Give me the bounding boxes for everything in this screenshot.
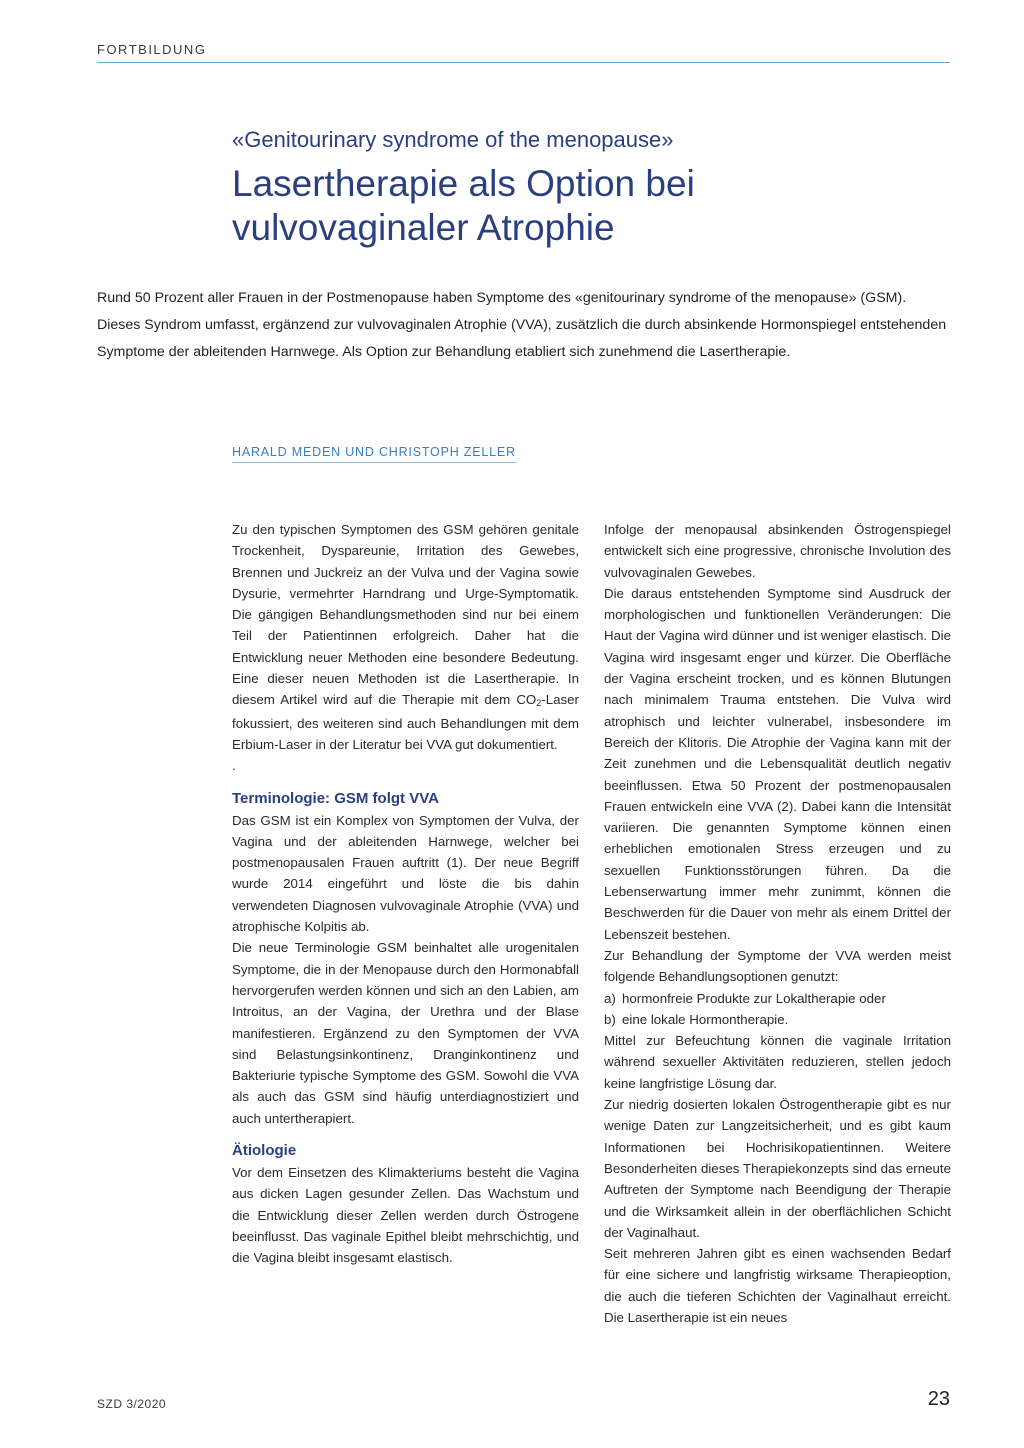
list-text: hormonfreie Produkte zur Lokaltherapie oder (622, 990, 886, 1006)
paragraph-oestrogentherapie: Zur niedrig dosierten lokalen Östrogentherapie gibt es nur wenige Daten zur Langzeitsicherheit, und es gibt kaum Informationen bei Hochrisikopatientinnen. Weitere Besonderheiten dieses Therapiekonzepts sind das erneute Auftreten der Symptome nach Beendigung der Therapie und die Wirksamkeit allein in der oberflächlichen Schicht der Vaginalhaut. (604, 1097, 951, 1240)
page-number: 23 (927, 1388, 950, 1410)
paragraph-terminologie-2: Die neue Terminologie GSM beinhaltet alle urogenitalen Symptome, die in der Menopause durch den Hormonabfall hervorgerufen werden können und sich an den Labien, am Introitus, an der Vagina, der Urethra und der Blase manifestieren. Ergänzend zu den Symptomen der VVA sind Belastungsinkontinenz, Dranginkontinenz und Bakteriurie typische Symptome des GSM. Sowohl die VVA als auch das GSM sind häufig unterdiagnostiziert und auch untertherapiert. (232, 940, 579, 1126)
intro-text-a: Zu den typischen Symptomen des GSM gehören genitale Trockenheit, Dyspareunie, Irritation des Gewebes, Brennen und Juckreiz an der Vulva und der Vagina sowie Dysurie, vermehrter Harndrang und Urge-Symptomatik. Die gängigen Behandlungsmethoden sind nur bei einem Teil der Patientinnen erfolgreich. Daher hat die Entwicklung neuer Methoden eine besondere Bedeutung. Eine dieser neuen Methoden ist die Lasertherapie. In diesem Artikel wird auf die Therapie mit dem CO (232, 522, 579, 708)
article-title: Lasertherapie als Option bei vulvovaginaler Atrophie (232, 163, 695, 248)
intro-paragraph (232, 519, 579, 755)
issue-label: SZD 3/2020 (97, 1397, 167, 1411)
paragraph-befeuchtung: Mittel zur Befeuchtung können die vaginale Irritation während sexueller Aktivitäten reduzieren, stellen jedoch keine langfristige Lösung dar. (604, 1033, 951, 1091)
list-item (604, 1009, 951, 1030)
section-label: FORTBILDUNG (97, 42, 207, 57)
article-authors: HARALD MEDEN UND CHRISTOPH ZELLER (232, 445, 516, 463)
list-label: a) (604, 990, 616, 1006)
intro-dot: . (232, 758, 236, 774)
list-item (604, 988, 951, 1009)
heading-terminologie: Terminologie: GSM folgt VVA (232, 789, 439, 807)
article-lead: Rund 50 Prozent aller Frauen in der Postmenopause haben Symptome des «genitourinary syndrome of the menopause» (GSM). Dieses Syndrom umfasst, ergänzend zur vulvovaginalen Atrophie (VVA), zusätzlich die durch absinkende Hormonspiegel entstehenden Symptome der ableitenden Harnwege. Als Option zur Behandlung etabliert sich zunehmend die Lasertherapie. (97, 290, 947, 360)
paragraph-aetiologie: Vor dem Einsetzen des Klimakteriums besteht die Vagina aus dicken Lagen gesunder Zellen. Das Wachstum und die Entwicklung dieser Zellen werden durch Östrogene beeinflusst. Das vaginale Epithel bleibt mehrschichtig, und die Vagina bleibt insgesamt elastisch. (232, 1165, 579, 1266)
list-text: eine lokale Hormontherapie. (622, 1011, 789, 1027)
left-column (232, 519, 579, 1269)
heading-aetiologie: Ätiologie (232, 1142, 297, 1160)
paragraph-terminologie-1: Das GSM ist ein Komplex von Symptomen der Vulva, der Vagina und der ableitenden Harnwege, welcher bei postmenopausalen Frauen auftritt (1). Der neue Begriff wurde 2014 eingeführt und löste die bis dahin verwendeten Diagnosen vulvovaginale Atrophie (VVA) und atrophische Kolpitis ab. (232, 812, 579, 935)
paragraph-bedarf: Seit mehreren Jahren gibt es einen wachsenden Bedarf für eine sichere und langfristig wirksame Therapieoption, die auch die tieferen Schichten der Vaginalhaut erreicht. Die Lasertherapie ist ein neues (604, 1246, 951, 1325)
paragraph-symptome: Die daraus entstehenden Symptome sind Ausdruck der morphologischen und funktionellen Veränderungen: Die Haut der Vagina wird dünner und ist weniger elastisch. Die Vagina wird insgesamt enger und kürzer. Die Oberfläche der Vagina erscheint trocken, und es können Blutungen nach minimalem Trauma entstehen. Die Vulva wird atrophisch und leichter vulnerabel, insbesondere im Bereich der Klitoris. Die Atrophie der Vagina kann mit der Zeit zunehmen und die Lebensqualität deutlich negativ beeinflussen. Etwa 50 Prozent der postmenopausalen Frauen entwickeln eine VVA (2). Dabei kann die Intensität variieren. Die genannten Symptome können einen erheblichen emotionalen Stress erzeugen und zu sexuellen Funktionsstörungen führen. Da die Lebenserwartung immer mehr zunimmt, können die Beschwerden für die Dauer von mehr als einem Drittel der Lebenszeit bestehen. (604, 585, 951, 942)
article-kicker: «Genitourinary syndrome of the menopause» (232, 127, 674, 152)
intro-subscript: 2 (536, 698, 542, 709)
intro-text-b: -Laser fokussiert, des weiteren sind auch Behandlungen mit dem Erbium-Laser in der Literatur bei VVA gut dokumentiert. (232, 692, 579, 752)
right-column (604, 519, 951, 1328)
paragraph-involution: Infolge der menopausal absinkenden Östrogenspiegel entwickelt sich eine progressive, chronische Involution des vulvovaginalen Gewebes. (604, 522, 951, 580)
header-divider (97, 62, 950, 63)
paragraph-behandlung: Zur Behandlung der Symptome der VVA werden meist folgende Behandlungsoptionen genutzt: (604, 947, 951, 985)
list-label: b) (604, 1011, 616, 1027)
